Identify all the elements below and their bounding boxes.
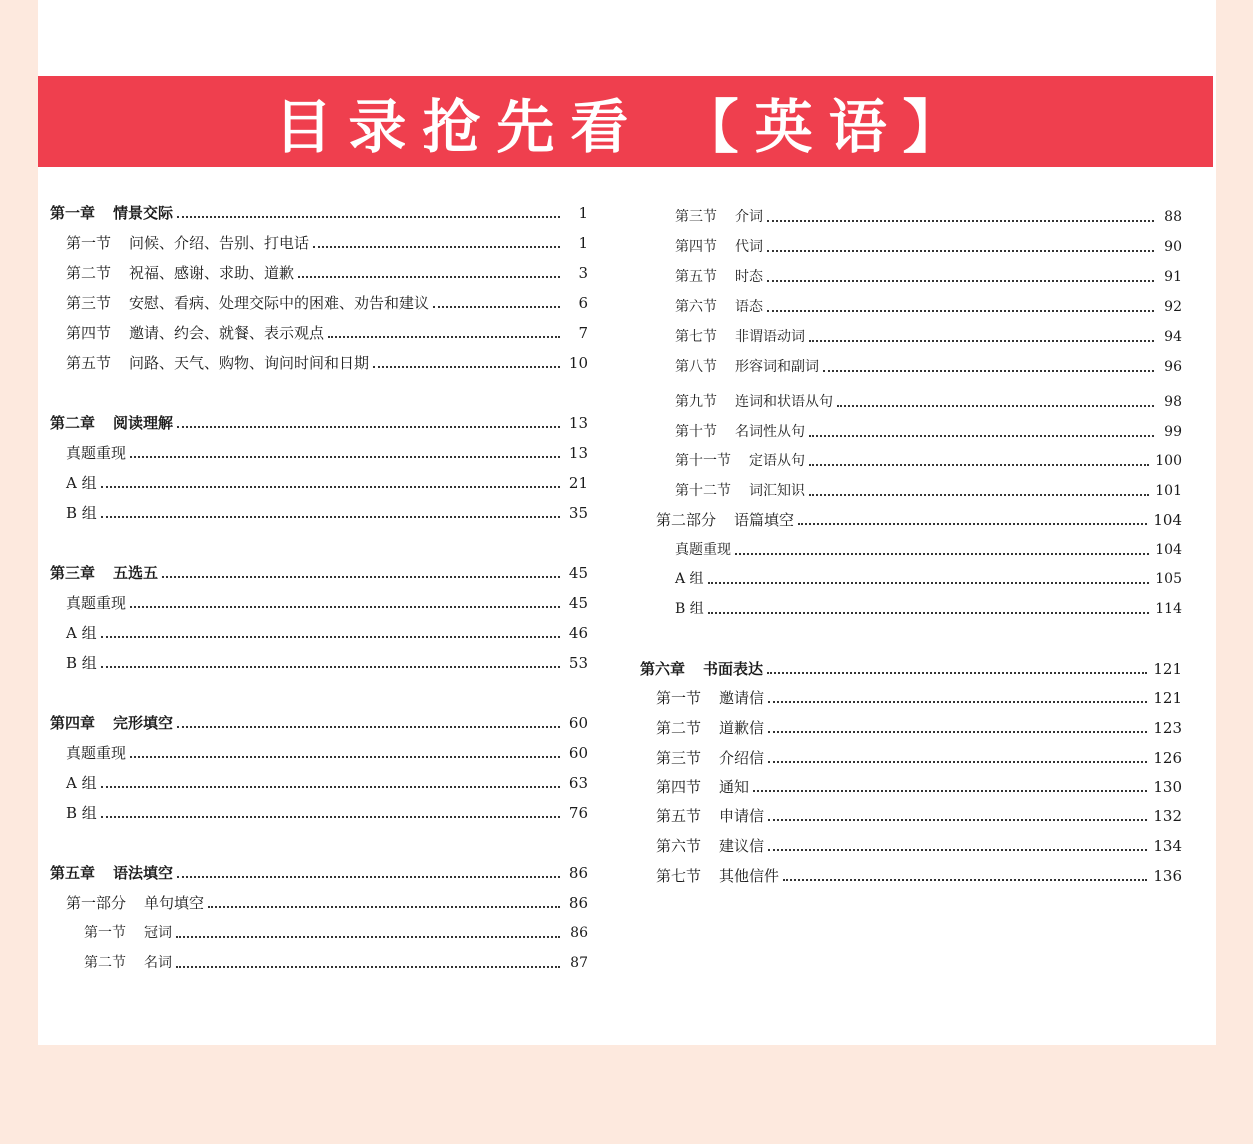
title-banner [38, 76, 1213, 167]
dot-leader [328, 335, 560, 338]
toc-chapter-row [50, 863, 588, 883]
toc-page-number: 60 [568, 744, 588, 762]
toc-entry-title: 阅读理解 [113, 414, 174, 432]
toc-entry-title: 代词 [735, 239, 763, 255]
toc-entry-row [656, 748, 1182, 768]
toc-entry-row [656, 718, 1182, 738]
toc-entry-prefix: 第七节 [675, 329, 717, 345]
toc-entry-prefix: 第三节 [656, 749, 702, 767]
toc-chapter-row [50, 203, 588, 223]
toc-entry-row [66, 263, 588, 283]
toc-page-number: 86 [568, 894, 588, 912]
dot-leader [162, 575, 560, 578]
toc-entry-title: 邀请信 [719, 689, 765, 707]
toc-entry-title: 问候、介绍、告别、打电话 [129, 234, 310, 252]
toc-entry-prefix: 第二部分 [656, 511, 717, 529]
dot-leader [768, 700, 1147, 703]
toc-entry-prefix: 第六节 [675, 299, 717, 315]
toc-entry-title: 单句填空 [144, 894, 205, 912]
dot-leader [176, 965, 560, 968]
toc-entry-title: B 组 [675, 601, 704, 617]
toc-entry-title: 语法填空 [113, 864, 174, 882]
toc-entry-title: 介绍信 [719, 749, 765, 767]
toc-page-number: 101 [1155, 483, 1182, 499]
toc-entry-title: 真题重现 [66, 594, 127, 612]
dot-leader [177, 875, 560, 878]
dot-leader [768, 818, 1147, 821]
toc-entry-prefix: 第五节 [656, 807, 702, 825]
dot-leader [767, 249, 1154, 252]
toc-entry-row [84, 923, 588, 943]
toc-entry-row [675, 357, 1182, 377]
dot-leader [101, 485, 560, 488]
dot-leader [130, 455, 560, 458]
toc-entry-row [66, 503, 588, 523]
toc-entry-title: 申请信 [719, 807, 765, 825]
dot-leader [373, 365, 560, 368]
toc-entry-title: 冠词 [144, 925, 172, 941]
toc-entry-title: A 组 [66, 474, 97, 492]
toc-entry-title: 五选五 [113, 564, 159, 582]
toc-entry-title: 非谓语动词 [735, 329, 805, 345]
toc-entry-title: 道歉信 [719, 719, 765, 737]
dot-leader [176, 935, 560, 938]
toc-entry-prefix: 第六章 [640, 660, 686, 678]
toc-entry-prefix: 第三节 [675, 209, 717, 225]
toc-entry-title: 问路、天气、购物、询问时间和日期 [129, 354, 370, 372]
toc-entry-row [66, 593, 588, 613]
dot-leader [837, 404, 1154, 407]
dot-leader [101, 785, 560, 788]
toc-entry-row [675, 207, 1182, 227]
dot-leader [101, 515, 560, 518]
toc-entry-title: 名词性从句 [735, 424, 805, 440]
toc-entry-row [656, 806, 1182, 826]
dot-leader [767, 309, 1154, 312]
toc-entry-row [675, 237, 1182, 257]
toc-entry-title: 情景交际 [113, 204, 174, 222]
toc-entry-row [66, 893, 588, 913]
toc-entry-row [66, 293, 588, 313]
toc-entry-row [66, 773, 588, 793]
toc-page-number: 63 [568, 774, 588, 792]
toc-page-number: 121 [1153, 660, 1182, 678]
toc-page-number: 45 [568, 594, 588, 612]
toc-entry-title: 真题重现 [66, 744, 127, 762]
toc-page-number: 1 [578, 204, 588, 222]
dot-leader [177, 425, 560, 428]
toc-entry-prefix: 第十一节 [675, 453, 731, 469]
toc-entry-row [66, 803, 588, 823]
toc-page-number: 13 [568, 444, 588, 462]
toc-page-number: 105 [1155, 571, 1182, 587]
toc-page-number: 91 [1164, 269, 1182, 285]
dot-leader [208, 905, 560, 908]
toc-page-number: 86 [570, 925, 588, 941]
dot-leader [809, 434, 1154, 437]
toc-entry-title: 完形填空 [113, 714, 174, 732]
toc-entry-row [675, 327, 1182, 347]
dot-leader [809, 339, 1154, 342]
toc-entry-title: 真题重现 [66, 444, 127, 462]
toc-entry-title: 建议信 [719, 837, 765, 855]
toc-entry-title: 书面表达 [703, 660, 764, 678]
toc-chapter-row [640, 659, 1182, 679]
toc-page-number: 53 [568, 654, 588, 672]
dot-leader [767, 279, 1154, 282]
toc-page-number: 13 [568, 414, 588, 432]
dot-leader [809, 493, 1149, 496]
toc-entry-prefix: 第五章 [50, 864, 96, 882]
toc-page-number: 21 [568, 474, 588, 492]
toc-page-number: 92 [1164, 299, 1182, 315]
toc-entry-row [656, 866, 1182, 886]
toc-entry-prefix: 第十二节 [675, 483, 731, 499]
toc-page-number: 88 [1164, 209, 1182, 225]
toc-chapter-row [50, 563, 588, 583]
toc-entry-row [66, 473, 588, 493]
toc-entry-prefix: 第四节 [66, 324, 112, 342]
toc-entry-prefix: 第一节 [66, 234, 112, 252]
toc-entry-title: A 组 [66, 774, 97, 792]
toc-entry-row [656, 836, 1182, 856]
dot-leader [768, 848, 1147, 851]
toc-page-number: 35 [568, 504, 588, 522]
dot-leader [101, 665, 560, 668]
toc-entry-prefix: 第五节 [675, 269, 717, 285]
dot-leader [735, 552, 1149, 555]
toc-entry-title: 语态 [735, 299, 763, 315]
toc-entry-title: 介词 [735, 209, 763, 225]
dot-leader [798, 522, 1147, 525]
toc-page-number: 104 [1155, 542, 1182, 558]
toc-entry-title: 安慰、看病、处理交际中的困难、劝告和建议 [129, 294, 430, 312]
toc-entry-row [675, 540, 1182, 560]
toc-entry-title: 祝福、感谢、求助、道歉 [129, 264, 295, 282]
dot-leader [708, 581, 1150, 584]
dot-leader [823, 369, 1154, 372]
dot-leader [433, 305, 560, 308]
toc-chapter-row [50, 413, 588, 433]
dot-leader [753, 789, 1147, 792]
dot-leader [101, 815, 560, 818]
dot-leader [767, 219, 1154, 222]
toc-entry-title: 定语从句 [749, 453, 805, 469]
toc-entry-row [66, 443, 588, 463]
toc-entry-row [656, 510, 1182, 530]
toc-page-number: 3 [578, 264, 588, 282]
toc-page-number: 94 [1164, 329, 1182, 345]
toc-entry-title: 真题重现 [675, 542, 731, 558]
toc-entry-title: B 组 [66, 804, 97, 822]
toc-entry-title: A 组 [675, 571, 704, 587]
toc-entry-row [66, 233, 588, 253]
dot-leader [130, 755, 560, 758]
toc-entry-row [66, 743, 588, 763]
dot-leader [313, 245, 560, 248]
toc-entry-prefix: 第一节 [84, 925, 126, 941]
toc-chapter-row [50, 713, 588, 733]
toc-page-number: 6 [578, 294, 588, 312]
toc-entry-prefix: 第九节 [675, 394, 717, 410]
toc-page-number: 114 [1155, 601, 1182, 617]
toc-entry-prefix: 第四节 [675, 239, 717, 255]
toc-entry-row [66, 653, 588, 673]
toc-entry-prefix: 第八节 [675, 359, 717, 375]
toc-page-number: 136 [1153, 867, 1182, 885]
toc-page-number: 96 [1164, 359, 1182, 375]
toc-entry-title: 通知 [719, 778, 750, 796]
toc-entry-row [675, 569, 1182, 589]
toc-page-number: 45 [568, 564, 588, 582]
toc-entry-prefix: 第十节 [675, 424, 717, 440]
dot-leader [768, 730, 1147, 733]
toc-entry-prefix: 第二节 [84, 955, 126, 971]
toc-entry-row [656, 688, 1182, 708]
toc-page-number: 123 [1153, 719, 1182, 737]
toc-entry-row [656, 777, 1182, 797]
toc-entry-prefix: 第四章 [50, 714, 96, 732]
toc-entry-title: 名词 [144, 955, 172, 971]
toc-entry-title: 形容词和副词 [735, 359, 819, 375]
toc-entry-prefix: 第七节 [656, 867, 702, 885]
dot-leader [101, 635, 560, 638]
toc-page-number: 99 [1164, 424, 1182, 440]
toc-entry-row [675, 451, 1182, 471]
dot-leader [298, 275, 560, 278]
toc-page-number: 86 [568, 864, 588, 882]
dot-leader [768, 760, 1147, 763]
toc-entry-prefix: 第三章 [50, 564, 96, 582]
toc-page-number: 130 [1153, 778, 1182, 796]
toc-entry-prefix: 第一节 [656, 689, 702, 707]
banner-title: 目录抢先看 【英语】 [274, 92, 977, 161]
toc-page-number: 76 [568, 804, 588, 822]
toc-entry-prefix: 第二章 [50, 414, 96, 432]
toc-page-number: 60 [568, 714, 588, 732]
toc-entry-prefix: 第一部分 [66, 894, 127, 912]
toc-page-number: 90 [1164, 239, 1182, 255]
toc-entry-title: B 组 [66, 504, 97, 522]
dot-leader [809, 463, 1149, 466]
toc-entry-prefix: 第六节 [656, 837, 702, 855]
toc-page-number: 87 [570, 955, 588, 971]
toc-page-number: 126 [1153, 749, 1182, 767]
toc-page-number: 132 [1153, 807, 1182, 825]
toc-entry-title: 连词和状语从句 [735, 394, 833, 410]
toc-entry-title: 邀请、约会、就餐、表示观点 [129, 324, 325, 342]
toc-entry-prefix: 第二节 [656, 719, 702, 737]
dot-leader [767, 671, 1147, 674]
toc-page-number: 134 [1153, 837, 1182, 855]
dot-leader [177, 215, 560, 218]
dot-leader [783, 878, 1147, 881]
toc-entry-prefix: 第五节 [66, 354, 112, 372]
toc-entry-row [675, 599, 1182, 619]
toc-entry-row [675, 481, 1182, 501]
toc-entry-title: 语篇填空 [734, 511, 795, 529]
toc-entry-prefix: 第二节 [66, 264, 112, 282]
toc-page-number: 7 [578, 324, 588, 342]
toc-entry-row [84, 953, 588, 973]
toc-entry-row [675, 422, 1182, 442]
toc-page-number: 100 [1155, 453, 1182, 469]
toc-entry-title: 时态 [735, 269, 763, 285]
toc-page-number: 1 [578, 234, 588, 252]
dot-leader [177, 725, 560, 728]
toc-entry-row [675, 267, 1182, 287]
toc-entry-row [675, 297, 1182, 317]
toc-entry-row [66, 323, 588, 343]
toc-entry-title: 其他信件 [719, 867, 780, 885]
toc-entry-prefix: 第四节 [656, 778, 702, 796]
toc-entry-prefix: 第三节 [66, 294, 112, 312]
toc-entry-row [66, 353, 588, 373]
toc-entry-title: A 组 [66, 624, 97, 642]
toc-entry-title: B 组 [66, 654, 97, 672]
toc-page-number: 104 [1153, 511, 1182, 529]
toc-entry-prefix: 第一章 [50, 204, 96, 222]
dot-leader [130, 605, 560, 608]
toc-page-number: 10 [568, 354, 588, 372]
dot-leader [708, 611, 1150, 614]
toc-entry-row [66, 623, 588, 643]
toc-entry-title: 词汇知识 [749, 483, 805, 499]
toc-entry-row [675, 392, 1182, 412]
toc-page-number: 98 [1164, 394, 1182, 410]
toc-page-number: 46 [568, 624, 588, 642]
toc-page-number: 121 [1153, 689, 1182, 707]
